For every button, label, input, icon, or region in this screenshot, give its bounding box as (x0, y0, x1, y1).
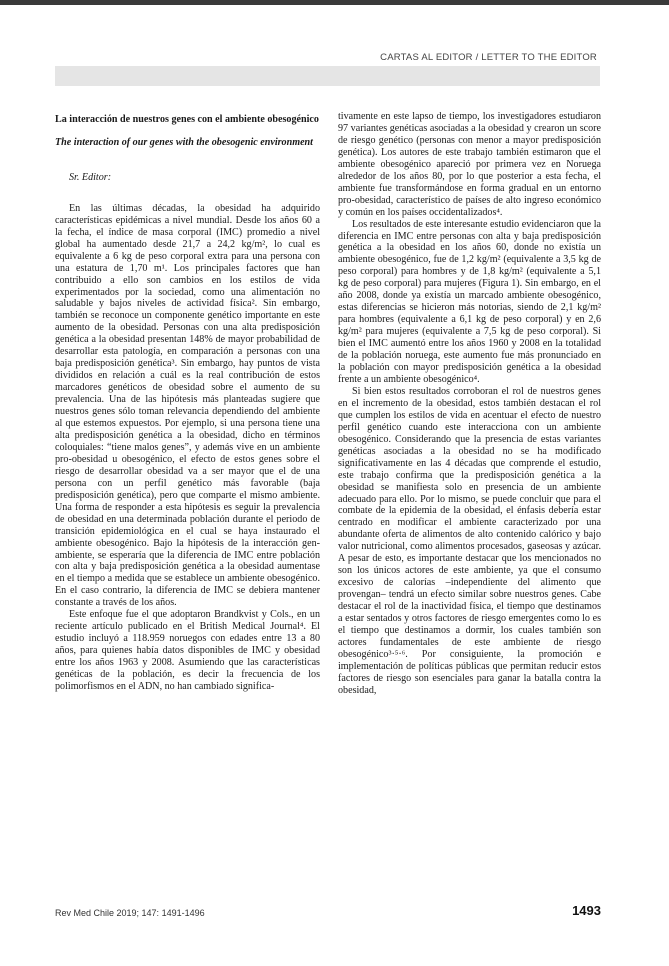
left-column (55, 114, 320, 693)
body-paragraph: tivamente en este lapso de tiempo, los investigadores estudiaron 97 variantes genéticas asociadas a la obesidad y crearon un score de riesgo genético (personas con menor a mayor predisposición genética). Los autores de este trabajo también estimaron que el ambiente obesogénico apareció por primera vez en Noruega alrededor de los años 80, por lo que posterior a esta fecha, el ambiente fue transformándose en forma gradual en un entorno pro-obesidad, característico de países de alto ingreso económico y común en los países occidentalizados⁴. (338, 111, 601, 218)
header-band (55, 66, 600, 86)
body-paragraph: Los resultados de este interesante estudio evidenciaron que la diferencia en IMC entre personas con alta y baja predisposición genética a la obesidad en los años 60, donde no existía un ambiente obesogénico, fue de 1,2 kg/m² (equivalente a 3,5 kg de peso corporal) para hombres y de 1,8 kg/m² (equivalente a 5,1 kg de peso corporal) para mujeres (Figura 1). Sin embargo, en el año 2008, donde ya existía un marcado ambiente obesogénico, estas diferencias se hicieron más notorias, siendo de 2,1 kg/m² para hombres (equivalente a 6,1 kg de peso corporal) y en 2,6 kg/m² para mujeres (equivalente a 7,5 kg de peso corporal). Si bien el IMC aumentó entre los años 1960 y 2008 en la totalidad de la población noruega, este aumento fue más pronunciado en la población con mayor predisposición genética a la obesidad frente a un ambiente obesogénico⁴. (338, 218, 601, 385)
letter-title-spanish: La interacción de nuestros genes con el ambiente obesogénico (55, 114, 319, 125)
journal-citation: Rev Med Chile 2019; 147: 1491-1496 (55, 908, 205, 918)
body-paragraph: Este enfoque fue el que adoptaron Brandkvist y Cols., en un reciente artículo publicado en el British Medical Journal⁴. El estudio incluyó a 118.959 noruegos con edades entre 13 a 80 años, para quienes había datos disponibles de IMC y obesidad entre los años 1963 y 2008. Asumiendo que las características genéticas de la población, es decir la frecuencia de los polimorfismos en el ADN, no han cambiado significa- (55, 609, 320, 692)
body-paragraph: En las últimas décadas, la obesidad ha adquirido características epidémicas a nivel mundial. Desde los años 60 a la fecha, el índice de masa corporal (IMC) promedio a nivel global ha aumentado desde 21,7 a 24,2 kg/m², lo cual es equivalente a 6 kg de peso corporal extra para una persona con una estatura de 1,70 m¹. Los principales factores que han contribuido a ello son cambios en los estilos de vida experimentados por la sociedad, como una alimentación no saludable y bajos niveles de actividad física². Sin embargo, también se reconoce un componente genético importante en este aumento de la obesidad. Personas con una alta predisposición genética a la obesidad presentan 148% de mayor probabilidad de desarrollar esta patología, en comparación a personas con una baja predisposición genética³. Sin embargo, hay puntos de vista divididos en relación a cuál es la real contribución de estos marcadores genéticos de obesidad sobre el aumento de su prevalencia. Una de las hipótesis más planteadas sugiere que nuestros genes sólo toman relevancia dependiendo del ambiente al que estemos expuestos. Por ejemplo, si una persona tiene una alta predisposición genética a la obesidad, dicho en términos coloquiales: “tiene malos genes”, y además vive en un ambiente pro-obesidad u obesogénico, el efecto de estos genes sobre el riesgo de desarrollar obesidad va a ser mayor que el de una persona con un perfil genético más favorable (baja predisposición genética), pero que comparte el mismo ambiente. Una forma de responder a esta hipótesis es seguir la prevalencia de obesidad en una determinada población durante el periodo de transición epidemiológica en el cual se haya instaurado el ambiente obesogénico. Bajo la hipótesis de la interacción gen-ambiente, se esperaría que la diferencia de IMC entre población con alta y baja predisposición genética a la obesidad aumentase en el tiempo a medida que se establece un ambiente obesogénico. En el caso contrario, la diferencia de IMC se debiera mantener constante a través de los años. (55, 202, 320, 609)
top-rule (0, 0, 669, 5)
running-head: CARTAS AL EDITOR / LETTER TO THE EDITOR (380, 52, 597, 63)
salutation: Sr. Editor: (69, 171, 112, 183)
letter-title-english: The interaction of our genes with the obesogenic environment (55, 136, 313, 148)
right-column (338, 111, 601, 697)
page-number: 1493 (572, 903, 601, 918)
body-paragraph: Si bien estos resultados corroboran el rol de nuestros genes en el incremento de la obesidad, estos también destacan el rol que cumplen los estilos de vida en acentuar el efecto de nuestro perfil genético cuando este interacciona con un ambiente obesogénico. Considerando que la presencia de estas variantes genéticas asociadas a la obesidad no se ha modificado significativamente en las 4 décadas que comprende el estudio, este trabajo confirma que la predisposición genética a la obesidad se manifiesta solo en presencia de un ambiente adecuado para ello. Por lo mismo, se puede concluir que para el combate de la epidemia de la obesidad, el énfasis debería estar centrado en modificar el ambiente caracterizado por una abundante oferta de alimentos de alto contenido calórico y bajo valor nutricional, como alimentos procesados, gaseosas y azúcar. A pesar de esto, es importante destacar que los mencionados no son los únicos actores de este ambiente, ya que el consumo excesivo de calorías –independiente del alimento que provengan– tendrá un efecto similar sobre nuestros genes. Cabe destacar el rol de la inactividad física, el tiempo que destinamos a estar sentados y otros factores de riesgo emergentes como lo es el tiempo que destinamos a dormir, los cuales también son actores fundamentales de este ambiente de riesgo obesogénico³·⁵·⁶. Por consiguiente, la promoción e implementación de políticas públicas que permitan reducir estos factores de riesgo son esenciales para ganar la batalla contra la obesidad, (338, 385, 601, 696)
